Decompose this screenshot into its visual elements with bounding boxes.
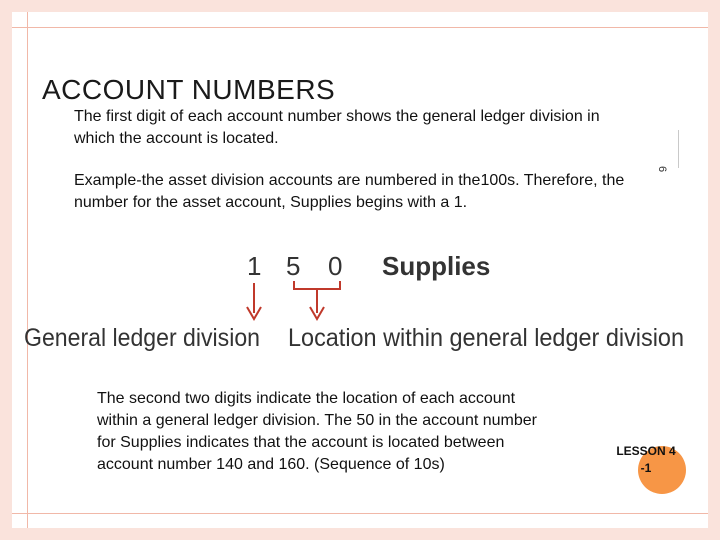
lesson-line-2: -1 — [640, 461, 652, 475]
intro-paragraph: The first digit of each account number shows the general ledger division in which the account is located. — [74, 108, 600, 147]
digit-third: 0 — [328, 251, 343, 281]
border-bottom-rule — [12, 513, 708, 514]
digit-second: 5 — [286, 251, 301, 281]
digit-first: 1 — [247, 251, 262, 281]
border-top-rule — [12, 27, 708, 28]
example-paragraph: Example-the asset division accounts are numbered in the100s. Therefore, the number for the asset account, Supplies begins with a 1. — [74, 172, 625, 211]
location-within-division-label: Location within general ledger division — [288, 324, 684, 352]
general-ledger-division-label: General ledger division — [24, 324, 260, 352]
explanation-paragraph: The second two digits indicate the location of each account within a general ledger division. The 50 in the account number for Supplies indicates that the account is located between account number 140 and 160. (Sequence of 10s) — [97, 390, 537, 473]
page-number-rule — [678, 130, 679, 168]
account-number-diagram — [22, 245, 690, 357]
lesson-badge-label — [604, 443, 688, 477]
location-bracket — [294, 281, 340, 289]
slide-title: ACCOUNT NUMBERS — [42, 74, 336, 105]
page-number: 6 — [656, 166, 668, 173]
lesson-line-1: LESSON 4 — [616, 444, 676, 458]
account-name-label: Supplies — [382, 251, 491, 281]
